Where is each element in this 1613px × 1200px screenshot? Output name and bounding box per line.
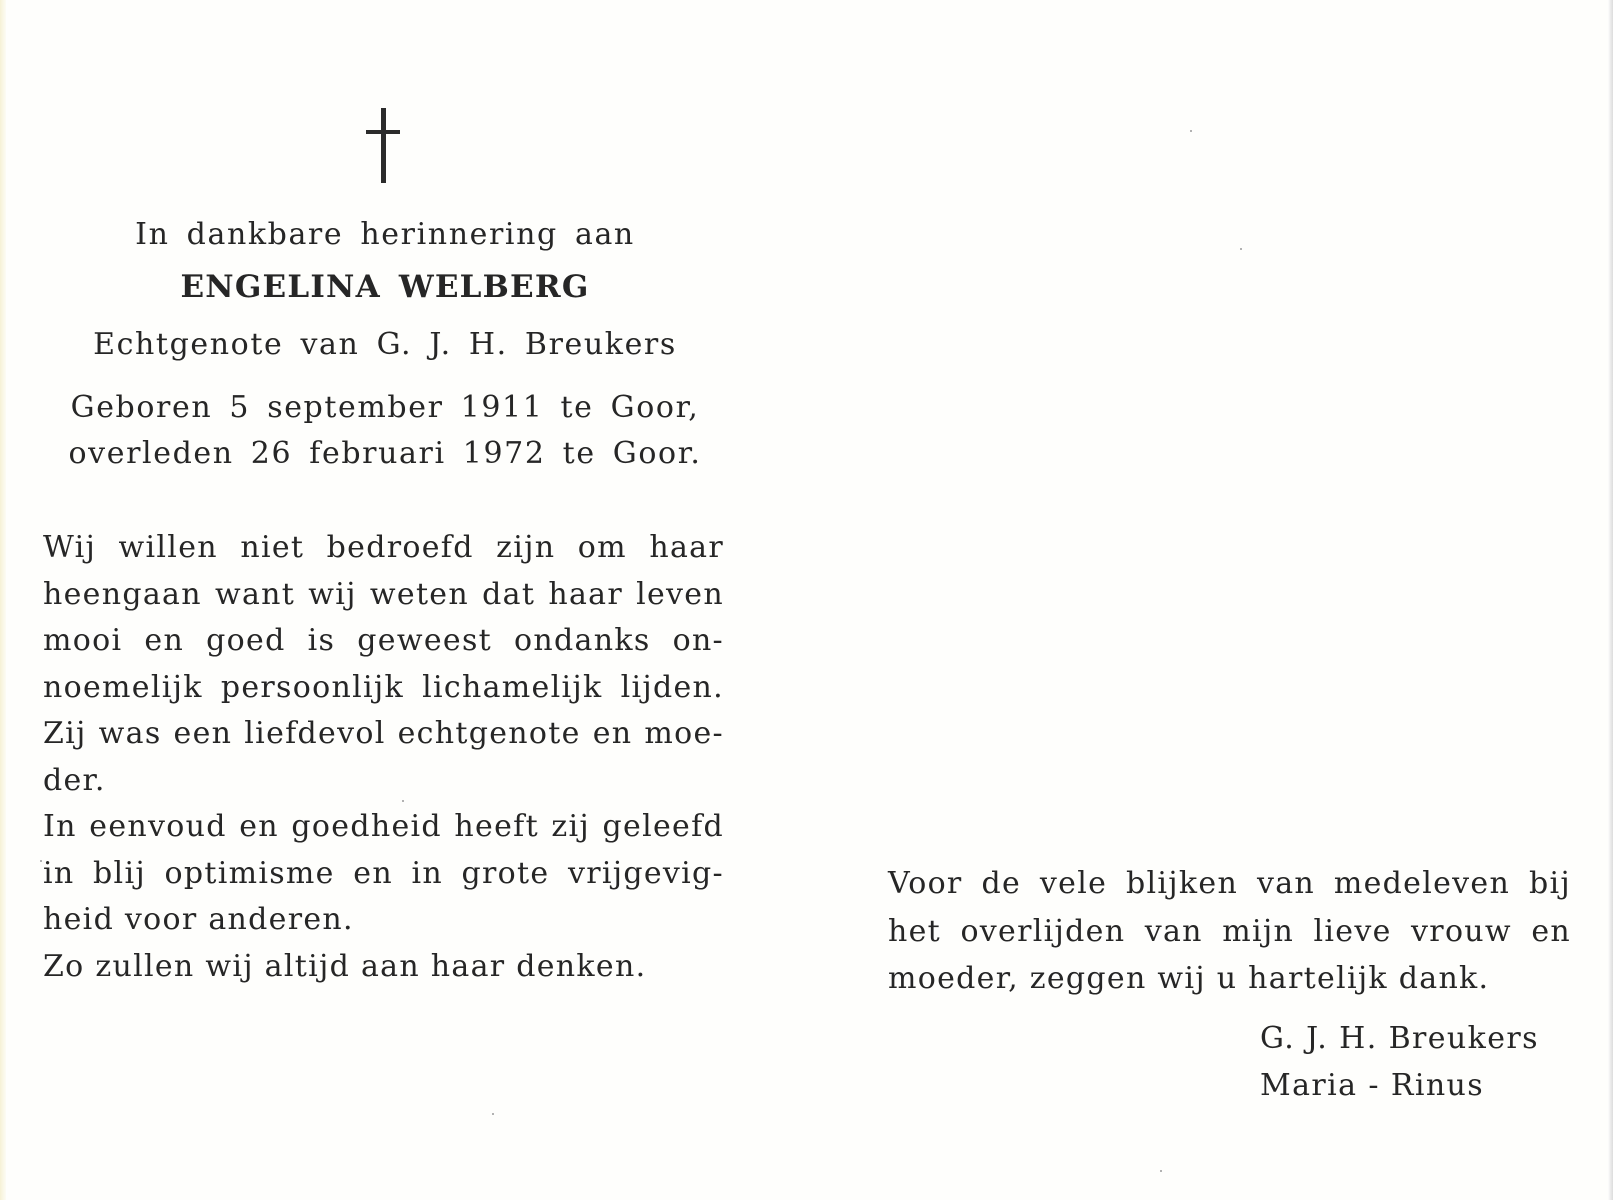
thank-you-text: [888, 860, 1571, 1003]
paper-speck: [40, 860, 42, 862]
memorial-text-line: heengaan want wij weten dat haar leven: [43, 576, 724, 612]
paper-edge-right: [1608, 0, 1613, 1200]
thank-you-line: Voor de vele blijken van medeleven bij: [888, 866, 1571, 901]
birth-line: Geboren 5 september 1911 te Goor,: [70, 390, 700, 425]
signature-block: [1260, 1015, 1580, 1109]
paper-speck: [1160, 1170, 1162, 1172]
spouse-line: Echtgenote van G. J. H. Breukers: [93, 327, 677, 362]
memorial-text-line: In eenvoud en goedheid heeft zij geleefd: [43, 809, 724, 844]
memorial-text-line: noemelijk persoonlijk lichamelijk lijden.: [43, 669, 724, 705]
thank-you-line: moeder, zeggen wij u hartelijk dank.: [888, 961, 1490, 996]
signature-children: Maria - Rinus: [1260, 1068, 1485, 1103]
memorial-text-line: Wij willen niet bedroefd zijn om haar: [43, 530, 724, 565]
paper-speck: [1240, 248, 1242, 250]
latin-cross-icon: [364, 108, 404, 183]
paper-speck: [1190, 130, 1192, 132]
paper-speck: [402, 800, 404, 802]
memorial-text-line: der.: [43, 762, 106, 798]
signature-name: G. J. H. Breukers: [1260, 1021, 1539, 1056]
memorial-text-line: heid voor anderen.: [43, 902, 354, 937]
memorial-text-line: Zo zullen wij altijd aan haar denken.: [43, 948, 647, 984]
deceased-name: ENGELINA WELBERG: [180, 269, 590, 305]
memorial-text-line: mooi en goed is geweest ondanks on-: [43, 623, 724, 658]
memorial-text-line: Zij was een liefdevol echtgenote en moe-: [43, 716, 724, 751]
intro-line: In dankbare herinnering aan: [135, 217, 635, 252]
memorial-text-line: in blij optimisme en in grote vrijgevig-: [43, 855, 724, 891]
thank-you-line: het overlijden van mijn lieve vrouw en: [888, 913, 1571, 949]
paper-speck: [492, 1113, 494, 1115]
memorial-text: [43, 525, 724, 990]
death-line: overleden 26 februari 1972 te Goor.: [68, 436, 702, 471]
paper-edge-left: [0, 0, 6, 1200]
